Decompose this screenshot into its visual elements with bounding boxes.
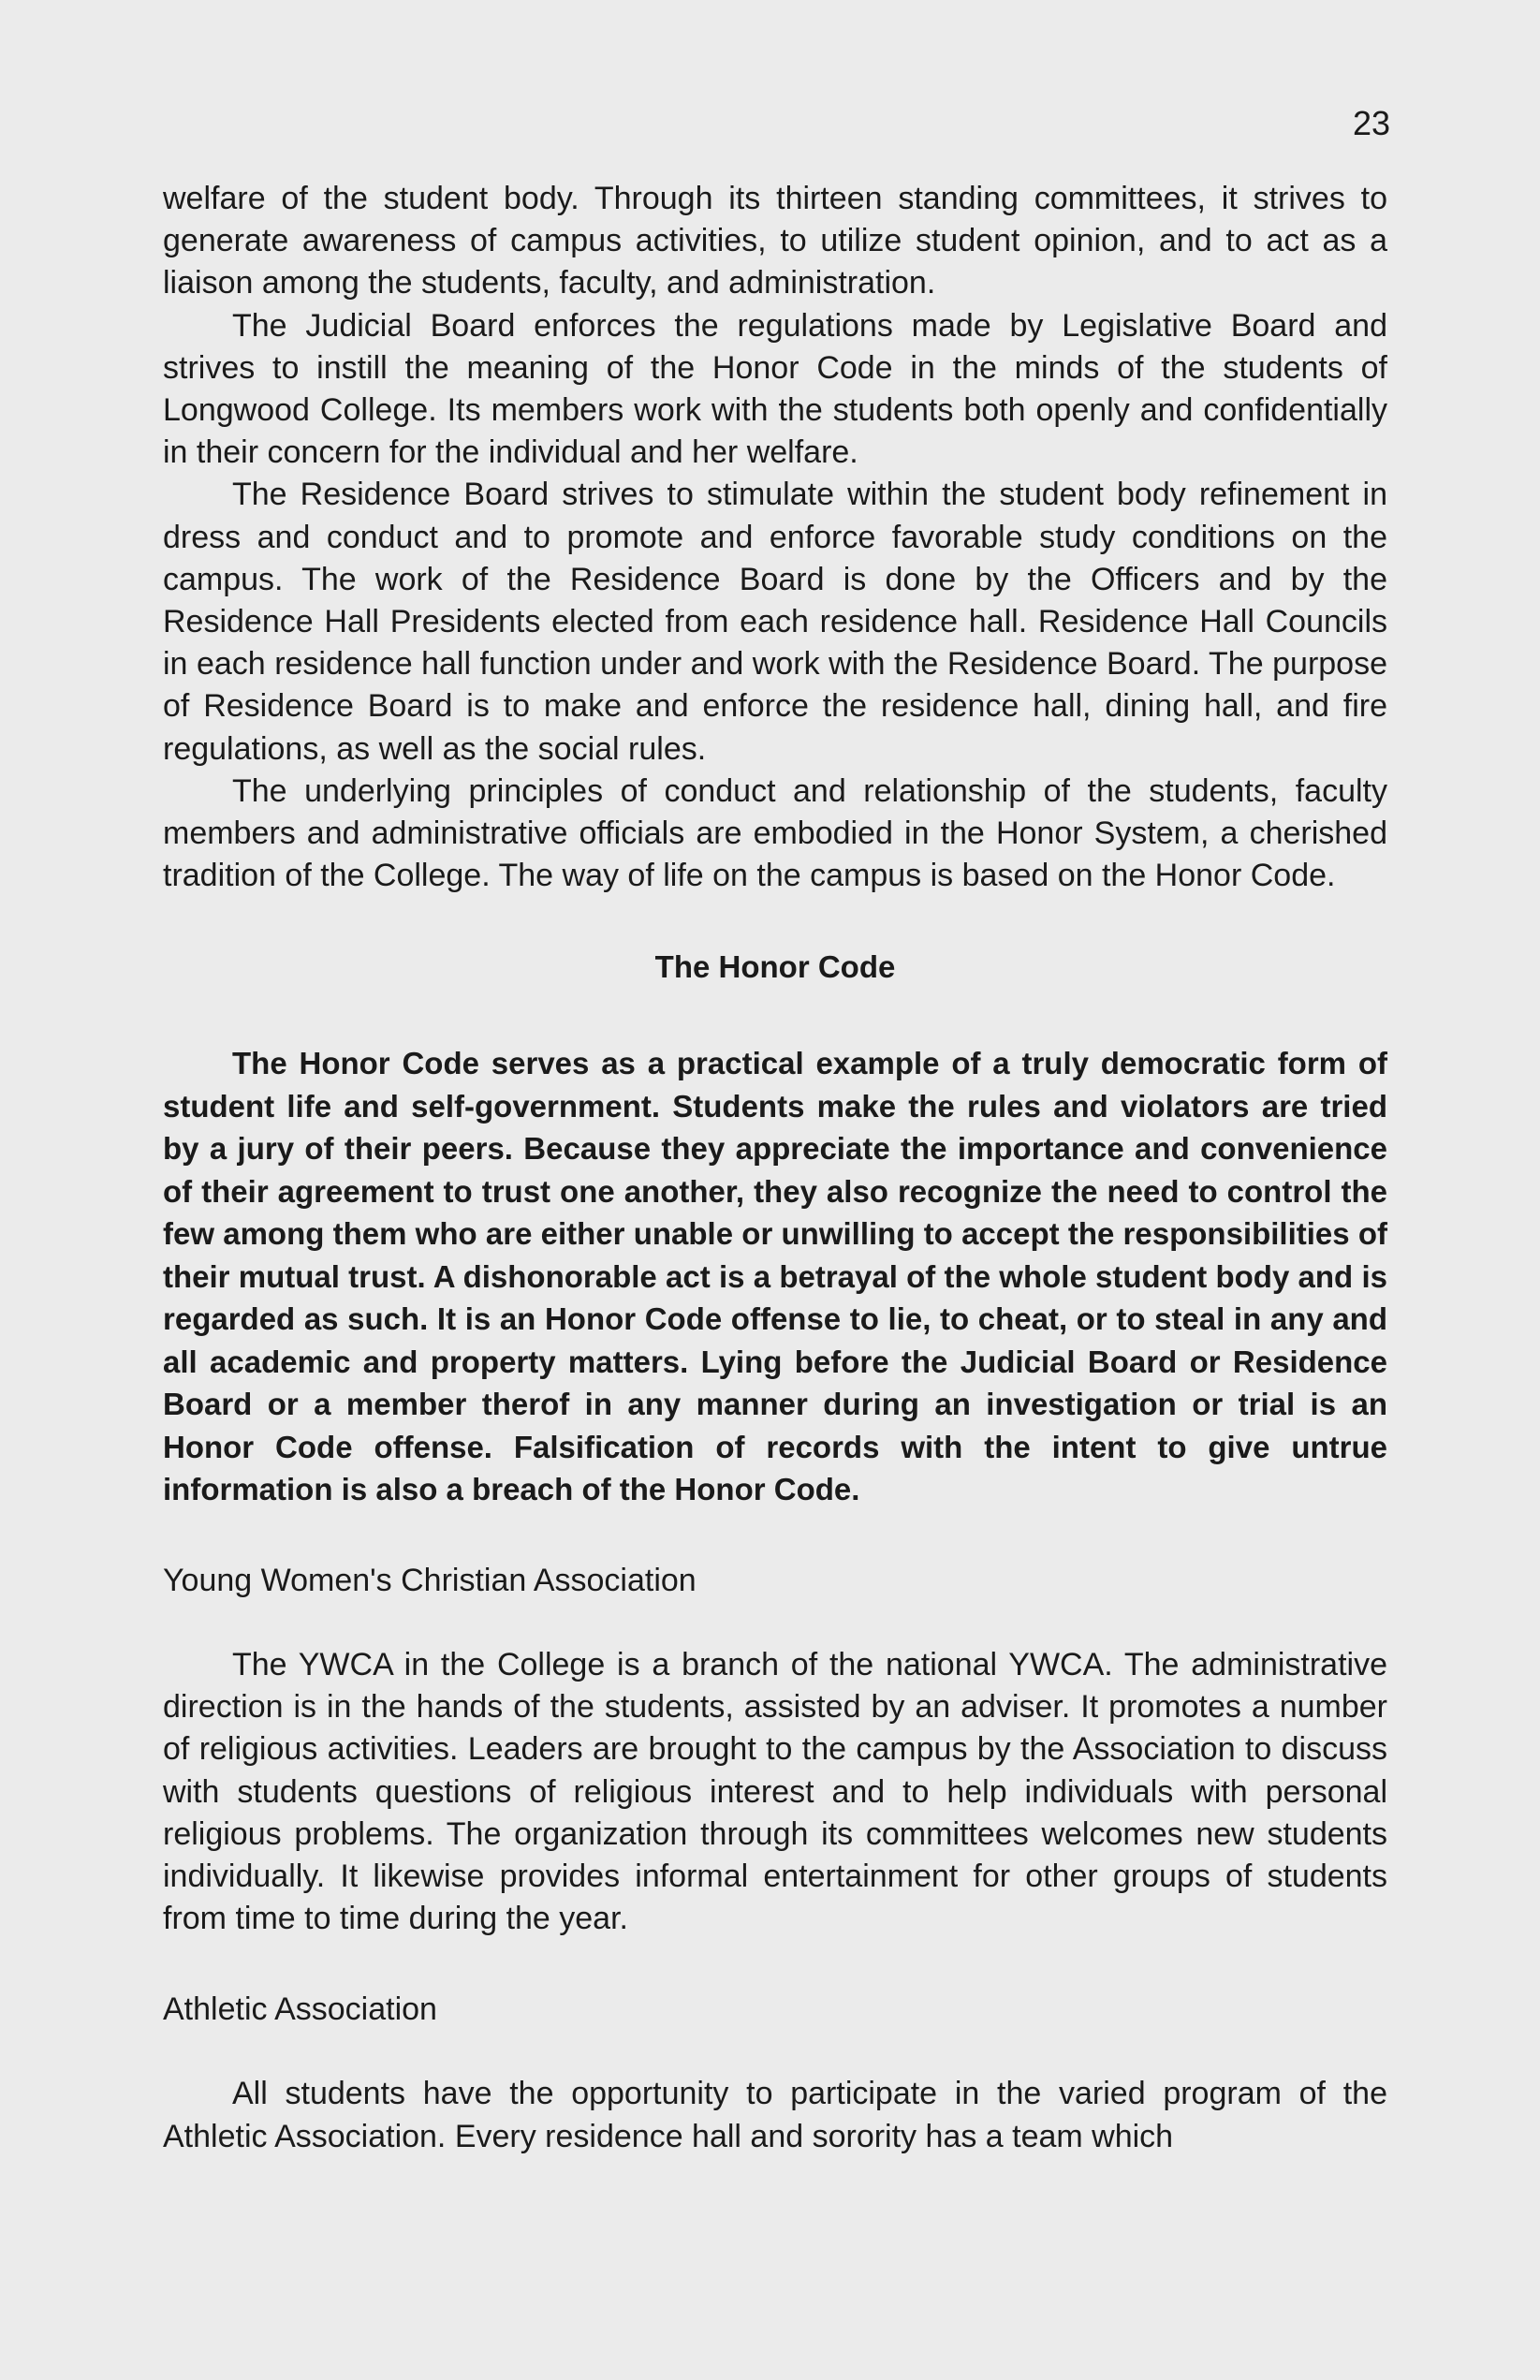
ywca-heading: Young Women's Christian Association xyxy=(163,1562,697,1598)
paragraph-student-welfare: welfare of the student body. Through its thirteen standing committees, it strives to generate awareness of campus activities, to utilize student opinion, and to act as a liaison among the students, faculty, and administration. xyxy=(163,181,1387,301)
paragraph-judicial-board: The Judicial Board enforces the regulations made by Legislative Board and strives to instill the meaning of the Honor Code in the minds of the students of Longwood College. Its members work with the students both openly and confidentially in their concern for the individual and her welfare. xyxy=(163,307,1387,471)
paragraph-honor-system: The underlying principles of conduct and relationship of the students, faculty members and administrative officials are embodied in the Honor System, a cherished tradition of the College. The way of life on the campus is based on the Honor Code. xyxy=(163,772,1387,894)
page-content xyxy=(163,178,1387,2158)
honor-code-text: The Honor Code serves as a practical example of a truly democratic form of student life and self-government. Students make the rules and violators are tried by a jury of their peers. Because they appreciate the importance and convenience of their agreement to trust one another, they also recognize the need to control the few among them who are either unable or unwilling to accept the responsibilities of their mutual trust. A dishonorable act is a betrayal of the whole student body and is regarded as such. It is an Honor Code offense to lie, to cheat, or to steal in any and all academic and property matters. Lying before the Judicial Board or Residence Board or a member therof in any manner during an investigation or trial is an Honor Code offense. Falsification of records with the intent to give untrue information is also a breach of the Honor Code. xyxy=(163,1046,1387,1507)
page-number: 23 xyxy=(1352,104,1390,142)
ywca-text: The YWCA in the College is a branch of the national YWCA. The administrative direction is in the hands of the students, assisted by an adviser. It promotes a number of religious activities. Leaders are brought to the campus by the Association to discuss with students questions of religious interest and to help individuals with personal religious problems. The organization through its committees welcomes new students individually. It likewise provides informal entertainment for other groups of students from time to time during the year. xyxy=(163,1646,1387,1937)
paragraph-residence-board: The Residence Board strives to stimulate within the student body refinement in dress and conduct and to promote and enforce favorable study conditions on the campus. The work of the Residence Board is done by the Officers and by the Residence Hall Presidents elected from each residence hall. Residence Hall Councils in each residence hall function under and work with the Residence Board. The purpose of Residence Board is to make and enforce the residence hall, dining hall, and fire regulations, as well as the social rules. xyxy=(163,477,1387,767)
honor-code-title: The Honor Code xyxy=(654,949,896,985)
athletic-association-heading: Athletic Association xyxy=(163,1991,437,2028)
athletic-association-text: All students have the opportunity to participate in the varied program of the Athletic Association. Every residence hall and sorority has a team which xyxy=(163,2076,1387,2154)
